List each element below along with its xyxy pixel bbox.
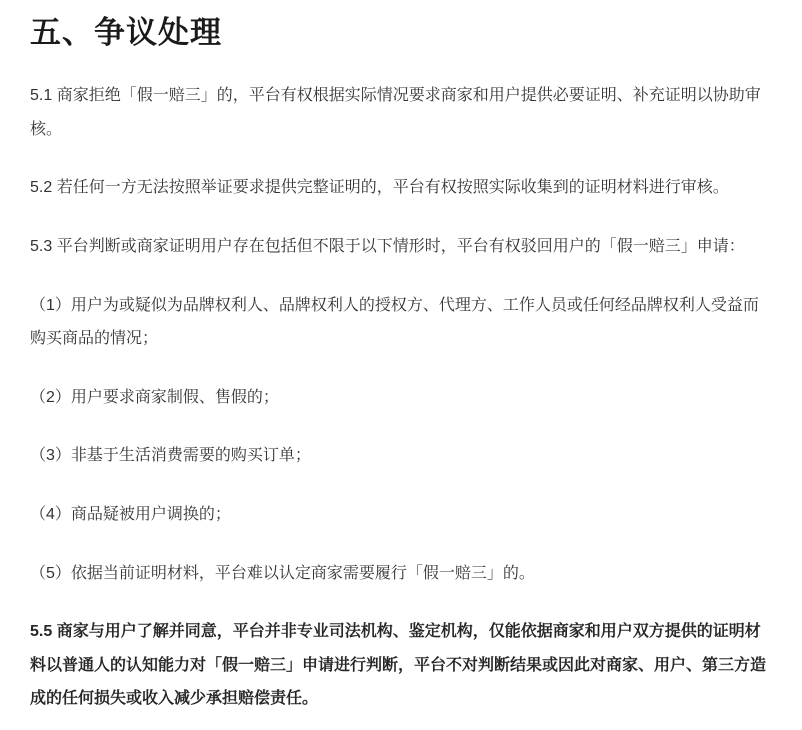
- clause-5-3-item-1: （1）用户为或疑似为品牌权利人、品牌权利人的授权方、代理方、工作人员或任何经品牌权利人受益而购买商品的情况；: [30, 296, 759, 348]
- clause-5-3-item-5: （5）依据当前证明材料，平台难以认定商家需要履行「假一赔三」的。: [30, 564, 535, 582]
- clause-5-5: 5.5 商家与用户了解并同意，平台并非专业司法机构、鉴定机构，仅能依据商家和用户双方提供的证明材料以普通人的认知能力对「假一赔三」申请进行判断，平台不对判断结果或因此对商家、用户、第三方造成的任何损失或收入减少承担赔偿责任。: [30, 623, 767, 708]
- clause-list: [30, 79, 770, 716]
- clause-5-3-item-4: （4）商品疑被用户调换的；: [30, 505, 231, 523]
- page-title: 五、争议处理: [30, 15, 222, 50]
- clause-5-3: 5.3 平台判断或商家证明用户存在包括但不限于以下情形时，平台有权驳回用户的「假一赔三」申请：: [30, 237, 745, 255]
- clause-5-3-item-2: （2）用户要求商家制假、售假的；: [30, 388, 279, 406]
- dispute-handling-document: [0, 14, 802, 716]
- clause-5-2: 5.2 若任何一方无法按照举证要求提供完整证明的，平台有权按照实际收集到的证明材料进行审核。: [30, 179, 729, 197]
- clause-5-3-item-3: （3）非基于生活消费需要的购买订单；: [30, 447, 311, 465]
- clause-5-1: 5.1 商家拒绝「假一赔三」的，平台有权根据实际情况要求商家和用户提供必要证明、补充证明以协助审核。: [30, 87, 761, 138]
